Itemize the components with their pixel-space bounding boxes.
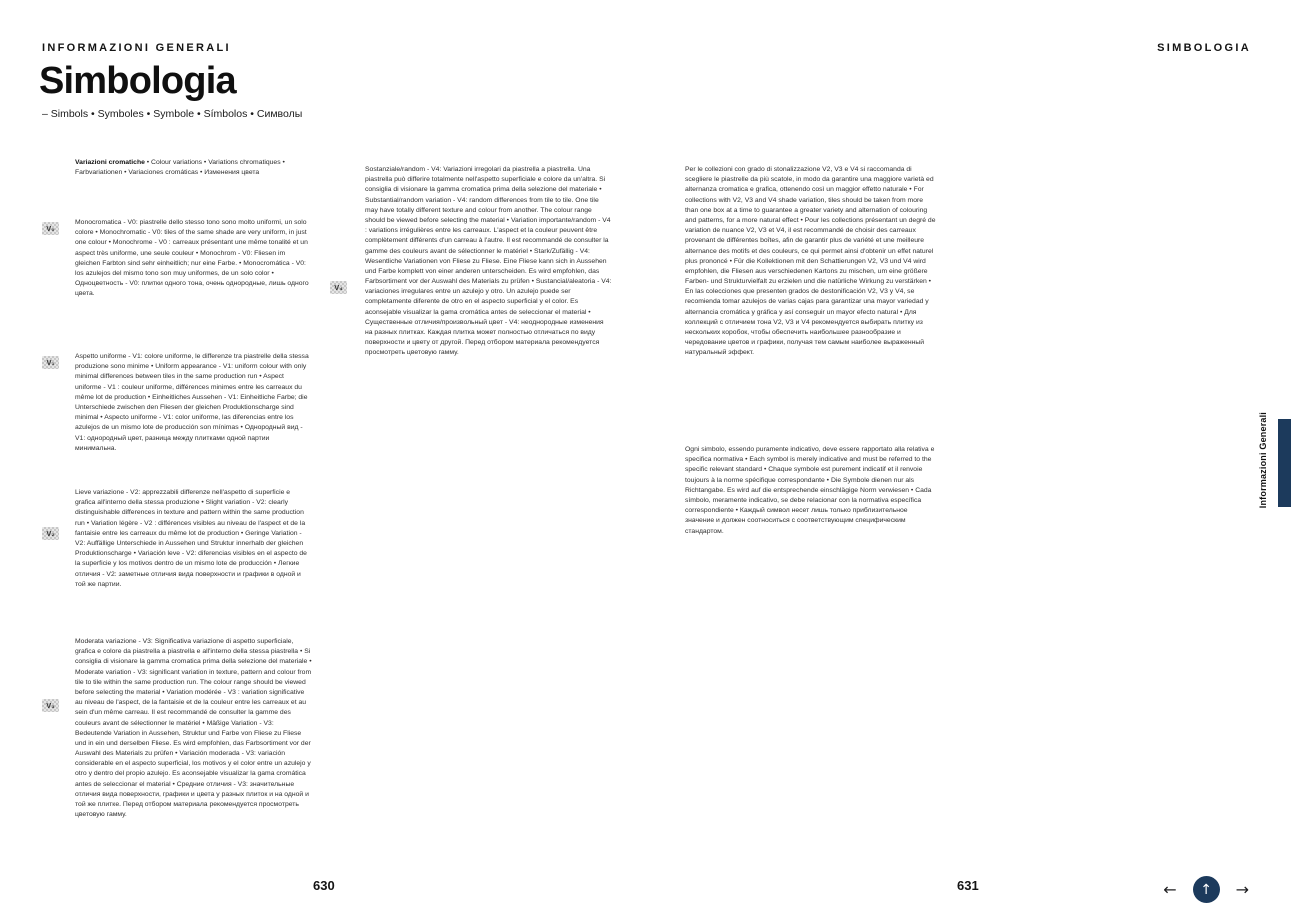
- page-title: Simbologia: [39, 60, 236, 102]
- variations-heading: [75, 158, 312, 178]
- page-number-left: 630: [313, 878, 335, 893]
- page-number-right: 631: [957, 878, 979, 893]
- symbols-disclaimer-text: Ogni simbolo, essendo puramente indicativo, deve essere rapportato alla relativa e specifica normativa • Each symbol is merely indicative and must be referred to the specific relevant standard • Chaque symbole est purement indicatif et il renvoie toujours à la norme spécifique correspondante • Die Symbole dienen nur als Richtangabe. Es wird auf die entsprechende einschlägige Norm verwiesen • Cada símbolo, meramente indicativo, se debe relacionar con la normativa específica correspondiente • Каждый символ несет лишь только приблизительное значение и должен соотноситься с соответствующим специфическим стандартом.: [685, 446, 935, 535]
- next-page-button[interactable]: →: [1234, 878, 1251, 902]
- variations-heading-rest: • Colour variations • Variations chromatiques • Farbvariationen • Variaciones cromáticas • Изменения цвета: [75, 159, 285, 177]
- variation-v3-text: Moderata variazione - V3: Significativa variazione di aspetto superficiale, grafica e colore da piastrella a piastrella e all'interno della stessa piastrella • Si consiglia di visionare la gamma cromatica prima della selezione del materiale • Moderate variation - V3: significant variation in texture, pattern and colour from tile to tile within the same production run. The colour range should be viewed before selecting the material • Variation modérée - V3 : variation significative au niveau de l'aspect, de la fantaisie et de la couleur entre les carreaux et au sein d'un même carreau. Il est recommandé de consulter la gamme des couleurs avant de sélectionner le matériel • Mäßige Variation - V3: Bedeutende Variation in Aussehen, Struktur und Farbe von Fliese zu Fliese und in ein und derselben Fliese. Es wird empfohlen, das Farbsortiment vor der Auswahl des Materials zu prüfen • Variación moderada - V3: variación considerable en el aspecto superficial, los motivos y el color entre un azulejo y otro y dentro del propio azulejo. Es aconsejable visualizar la gama cromática antes de seleccionar el material • Средние отличия - V3: значительные отличия вида поверхности, графики и цвета у разных плиток и на одной и той же плитке. Перед отбором материала рекомендуется просмотреть цветовую гамму.: [75, 638, 312, 819]
- v1-shade-variation-icon: V₁: [42, 356, 59, 369]
- box-mixing-advice-text: Per le collezioni con grado di stonalizzazione V2, V3 e V4 si raccomanda di scegliere le piastrelle da più scatole, in modo da garantire una maggiore varietà ed alternanza cromatica e grafica, ottenendo così un maggior effetto naturale • For collections with V2, V3 and V4 shade variation, tiles should be taken from more than one box at a time to guarantee a greater variety and alternation of colouring and patterns, for a more natural effect • Pour les collections présentant un degré de variation de nuance V2, V3 et V4, il est recommandé de choisir des carreaux provenant de différentes boîtes, afin de garantir plus de variété et une meilleure alternance des motifs et des couleurs, ce qui permet ainsi d'obtenir un effet naturel plus prononcé • Für die Kollektionen mit den Schattierungen V2, V3 und V4 wird empfohlen, die Fliesen aus verschiedenen Kartons zu mischen, um eine größere Farben- und Strukturvielfalt zu erzielen und die natürliche Wirkung zu verstärken • En las colecciones que presenten grados de destonificación V2, V3 y V4, se recomienda tomar azulejos de varias cajas para garantizar una mayor variedad y alternancia cromática y gráfica y así conseguir un mayor efecto natural • Для коллекций с отличием тона V2, V3 и V4 рекомендуется выбирать плитку из нескольких коробок, чтобы обеспечить наибольшее разнообразие и чередование цветов и графики, получая тем самым наиболее выраженный натуральный эффект.: [685, 166, 936, 357]
- variation-v4-text: Sostanziale/random - V4: Variazioni irregolari da piastrella a piastrella. Una piastrella può differire totalmente nell'aspetto superficiale e colore da un'altra. Si consiglia di visionare la gamma cromatica prima della selezione del materiale • Substantial/random variation - V4: random differences from tile to tile. One tile may have totally different texture and colour from another. The colour range should be viewed before selecting the material • Variation importante/random - V4 : variations irrégulières entre les carreaux. L'aspect et la couleur peuvent être complètement différents d'un carreau à l'autre. Il est recommandé de consulter la gamme des couleurs avant de sélectionner le matériel • Stark/Zufällig - V4: Wesentliche Variationen von Fliese zu Fliese. Eine Fliese kann sich in Aussehen und Farbe komplett von einer anderen unterscheiden. Es wird empfohlen, das Farbsortiment vor der Auswahl des Materials zu prüfen • Sustancial/aleatoria - V4: variaciones irregulares entre un azulejo y otro. Un azulejo puede ser completamente diferente de otro en el aspecto superficial y el color. Es aconsejable visualizar la gama cromática antes de seleccionar el material • Существенные отличия/произвольный цвет - V4: неоднородные изменения на разных плитках. Каждая плитка может полностью отличаться по виду поверхности и цвету от другой. Перед отбором материала рекомендуется просмотреть цветовую гамму.: [365, 166, 612, 357]
- pagination-controls: [1161, 876, 1251, 903]
- page-subtitle: – Simbols • Symboles • Symbole • Símbolos • Символы: [42, 108, 303, 120]
- variation-v1-text: Aspetto uniforme - V1: colore uniforme, le differenze tra piastrelle della stessa produzione sono minime • Uniform appearance - V1: uniform colour with only minimal differences between tiles in the same production run • Aspect uniforme - V1 : couleur uniforme, différences minimes entre les carreaux du même lot de production • Einheitliches Aussehen - V1: Einheitliche Farbe; die Unterschiede zwischen den Fliesen der gleichen Produktionscharge sind minimal • Aspecto uniforme - V1: color uniforme, las diferencias entre los azulejos de un mismo lote de producción son mínimas • Однородный вид - V1: однородный цвет, разница между плитками одной партии минимальна.: [75, 353, 309, 452]
- variation-v2-text: Lieve variazione - V2: apprezzabili differenze nell'aspetto di superficie e grafica all'interno della stessa produzione • Slight variation - V2: clearly distinguishable differences in texture and pattern within the same production run • Variation légère - V2 : différences visibles au niveau de l'aspect et de la fantaisie entre les carreaux du même lot de production • Geringe Variation - V2: Auffällige Unterschiede in Aussehen und Struktur innerhalb der gleichen Produktionscharge • Variación leve - V2: diferencias visibles en el aspecto de la superficie y los motivos dentro de un mismo lote de producción • Легкие отличия - V2: заметные отличия вида поверхности и графики в одной и той же партии.: [75, 489, 307, 588]
- side-tab-marker: [1278, 419, 1291, 507]
- v2-shade-variation-icon: V₂: [42, 527, 59, 540]
- variation-v0-text: Monocromatica - V0: piastrelle dello stesso tono sono molto uniformi, un solo colore • Monochromatic - V0: tiles of the same shade are very uniform, in just one colour • Monochrome - V0 : carreaux présentant une même tonalité et un aspect très uniforme, une seule couleur • Monochrom - V0: Fliesen im gleichen Farbton sind sehr einheitlich; nur eine Farbe. • Monocromática - V0: los azulejos del mismo tono son muy uniformes, de un solo color • Одноцветность - V0: плитки одного тона, очень однородные, лишь одного цвета.: [75, 219, 309, 298]
- v3-shade-variation-icon: V₃: [42, 699, 59, 712]
- side-tab-label: Informazioni Generali: [1258, 412, 1268, 509]
- v4-shade-variation-icon: V₄: [330, 281, 347, 294]
- back-to-top-button[interactable]: ↑: [1193, 876, 1220, 903]
- variations-heading-bold: Variazioni cromatiche: [75, 159, 145, 166]
- v0-shade-variation-icon: V₀: [42, 222, 59, 235]
- header-topic-label: SIMBOLOGIA: [1157, 42, 1251, 54]
- header-section-label: INFORMAZIONI GENERALI: [42, 42, 231, 54]
- prev-page-button[interactable]: ←: [1161, 878, 1178, 902]
